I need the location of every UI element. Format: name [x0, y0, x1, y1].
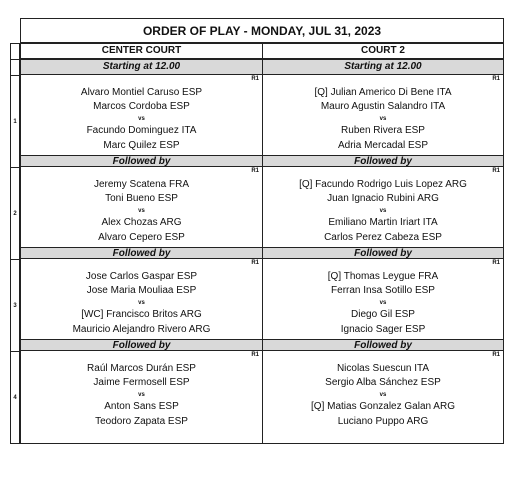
player-1: Nicolas Suescun ITA	[336, 363, 430, 374]
match-cell	[20, 259, 263, 339]
followed-by-bar: Followed by	[20, 339, 263, 351]
player-3: Diego Gil ESP	[351, 309, 415, 320]
vs-label: vs	[138, 208, 145, 214]
round-label: R1	[251, 168, 259, 174]
round-label: R1	[492, 76, 500, 82]
start-time-court2: Starting at 12.00	[262, 59, 504, 75]
player-4: Luciano Puppo ARG	[337, 416, 429, 427]
player-2: Jaime Fermosell ESP	[93, 377, 190, 388]
match-slot	[10, 167, 504, 259]
round-label: R1	[251, 260, 259, 266]
player-1: Jeremy Scatena FRA	[93, 179, 190, 190]
player-3: Emiliano Martin Iriart ITA	[328, 217, 438, 228]
player-2: Jose Maria Mouliaa ESP	[86, 285, 197, 296]
slot-number: 2	[10, 167, 20, 259]
player-1: Raúl Marcos Durán ESP	[87, 363, 196, 374]
court-header-court2: COURT 2	[262, 43, 504, 59]
vs-label: vs	[138, 116, 145, 122]
followed-by-bar: Followed by	[262, 247, 504, 259]
player-4: Adria Mercadal ESP	[337, 140, 429, 151]
round-label: R1	[492, 260, 500, 266]
player-3: [WC] Francisco Britos ARG	[81, 309, 202, 320]
player-1: [Q] Julian Americo Di Bene ITA	[314, 87, 452, 98]
player-4: Teodoro Zapata ESP	[95, 416, 188, 427]
court-header-num-cell	[10, 43, 20, 59]
player-3: [Q] Matias Gonzalez Galan ARG	[311, 401, 455, 412]
court-header-center: CENTER COURT	[20, 43, 263, 59]
page-title: ORDER OF PLAY - MONDAY, JUL 31, 2023	[20, 18, 504, 43]
match-slot	[10, 259, 504, 351]
round-label: R1	[251, 76, 259, 82]
round-label: R1	[492, 352, 500, 358]
match-cell	[262, 351, 504, 443]
match-slot	[10, 75, 504, 167]
followed-by-bar: Followed by	[262, 339, 504, 351]
player-1: [Q] Thomas Leygue FRA	[327, 271, 439, 282]
match-cell	[262, 75, 504, 155]
vs-label: vs	[379, 300, 387, 306]
player-4: Carlos Perez Cabeza ESP	[324, 232, 442, 243]
match-cell	[262, 167, 504, 247]
player-1: Jose Carlos Gaspar ESP	[85, 271, 198, 282]
table-bottom-border	[10, 443, 504, 444]
slot-number: 3	[10, 259, 20, 351]
player-3: Ruben Rivera ESP	[341, 125, 425, 136]
player-2: Ferran Insa Sotillo ESP	[331, 285, 435, 296]
start-time-center: Starting at 12.00	[20, 59, 263, 75]
followed-by-bar: Followed by	[20, 247, 263, 259]
match-cell	[20, 167, 263, 247]
vs-label: vs	[379, 116, 387, 122]
slot-number: 4	[10, 351, 20, 443]
round-label: R1	[492, 168, 500, 174]
match-cell	[20, 351, 263, 443]
slot-number: 1	[10, 75, 20, 167]
player-2: Marcos Cordoba ESP	[93, 101, 190, 112]
player-4: Alvaro Cepero ESP	[98, 232, 185, 243]
vs-label: vs	[379, 208, 387, 214]
start-time-row	[10, 59, 504, 75]
vs-label: vs	[138, 300, 145, 306]
player-3: Alex Chozas ARG	[101, 217, 182, 228]
match-cell	[262, 259, 504, 339]
round-label: R1	[251, 352, 259, 358]
player-2: Mauro Agustin Salandro ITA	[320, 101, 446, 112]
player-4: Marc Quilez ESP	[103, 140, 180, 151]
player-4: Ignacio Sager ESP	[340, 324, 426, 335]
player-2: Toni Bueno ESP	[105, 193, 178, 204]
vs-label: vs	[379, 392, 387, 398]
player-2: Sergio Alba Sánchez ESP	[325, 377, 441, 388]
player-1: Alvaro Montiel Caruso ESP	[80, 87, 203, 98]
followed-by-bar: Followed by	[262, 155, 504, 167]
player-3: Anton Sans ESP	[104, 401, 179, 412]
player-4: Mauricio Alejandro Rivero ARG	[72, 324, 211, 335]
player-1: [Q] Facundo Rodrigo Luis Lopez ARG	[299, 179, 467, 190]
match-slot	[10, 351, 504, 443]
start-time-num-cell	[10, 59, 20, 75]
vs-label: vs	[138, 392, 145, 398]
player-2: Juan Ignacio Rubini ARG	[327, 193, 439, 204]
court-header-row	[10, 43, 504, 59]
player-3: Facundo Dominguez ITA	[86, 125, 197, 136]
followed-by-bar: Followed by	[20, 155, 263, 167]
match-cell	[20, 75, 263, 155]
